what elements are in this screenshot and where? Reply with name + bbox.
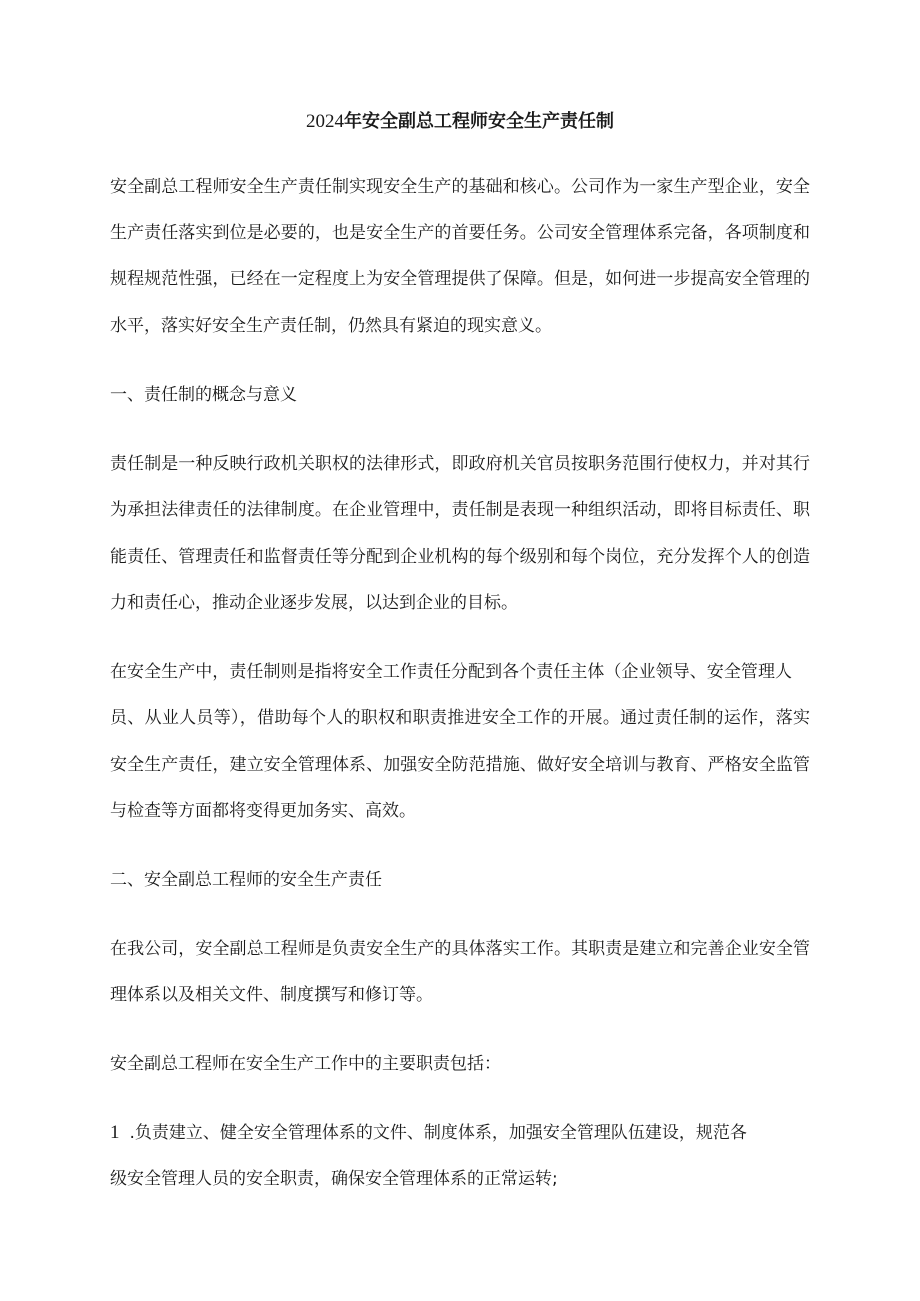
paragraph-line: 安全副总工程师安全生产责任制实现安全生产的基础和核心。公司作为一家生产型企业，安全: [110, 177, 810, 197]
list-item-number: 1: [110, 1122, 120, 1143]
list-item: [110, 1122, 747, 1144]
paragraph-line: 在安全生产中，责任制则是指将安全工作责任分配到各个责任主体（企业领导、安全管理人: [110, 662, 792, 682]
list-item-continuation: 级安全管理人员的安全职责，确保安全管理体系的正常运转;: [110, 1169, 558, 1189]
document-title: [0, 107, 920, 133]
title-year: 2024: [306, 111, 344, 132]
paragraph-line: 规程规范性强，已经在一定程度上为安全管理提供了保障。但是，如何进一步提高安全管理的: [110, 269, 810, 289]
paragraph-line: 能责任、管理责任和监督责任等分配到企业机构的每个级别和每个岗位，充分发挥个人的创造: [110, 547, 810, 567]
paragraph-line: 安全副总工程师在安全生产工作中的主要职责包括：: [110, 1054, 501, 1074]
paragraph-line: 安全生产责任，建立安全管理体系、加强安全防范措施、做好安全培训与教育、严格安全监管: [110, 755, 810, 775]
paragraph-line: 为承担法律责任的法律制度。在企业管理中，责任制是表现一种组织活动，即将目标责任、职: [110, 500, 810, 520]
title-text: 年安全副总工程师安全生产责任制: [344, 111, 614, 132]
paragraph-line: 责任制是一种反映行政机关职权的法律形式，即政府机关官员按职务范围行使权力，并对其行: [110, 454, 810, 474]
paragraph-line: 生产责任落实到位是必要的，也是安全生产的首要任务。公司安全管理体系完备，各项制度和: [110, 223, 810, 243]
paragraph-line: 与检查等方面都将变得更加务实、高效。: [110, 801, 416, 821]
section-heading: 一、责任制的概念与意义: [110, 385, 297, 405]
list-item-text: .负责建立、健全安全管理体系的文件、制度体系，加强安全管理队伍建设，规范各: [129, 1123, 747, 1143]
section-heading: 二、安全副总工程师的安全生产责任: [110, 870, 382, 890]
paragraph-line: 员、从业人员等），借助每个人的职权和职责推进安全工作的开展。通过责任制的运作，落实: [110, 708, 810, 728]
paragraph-line: 水平，落实好安全生产责任制，仍然具有紧迫的现实意义。: [110, 316, 552, 336]
paragraph-line: 在我公司，安全副总工程师是负责安全生产的具体落实工作。其职责是建立和完善企业安全管: [110, 939, 810, 959]
paragraph-line: 理体系以及相关文件、制度撰写和修订等。: [110, 985, 433, 1005]
paragraph-line: 力和责任心，推动企业逐步发展，以达到企业的目标。: [110, 593, 518, 613]
